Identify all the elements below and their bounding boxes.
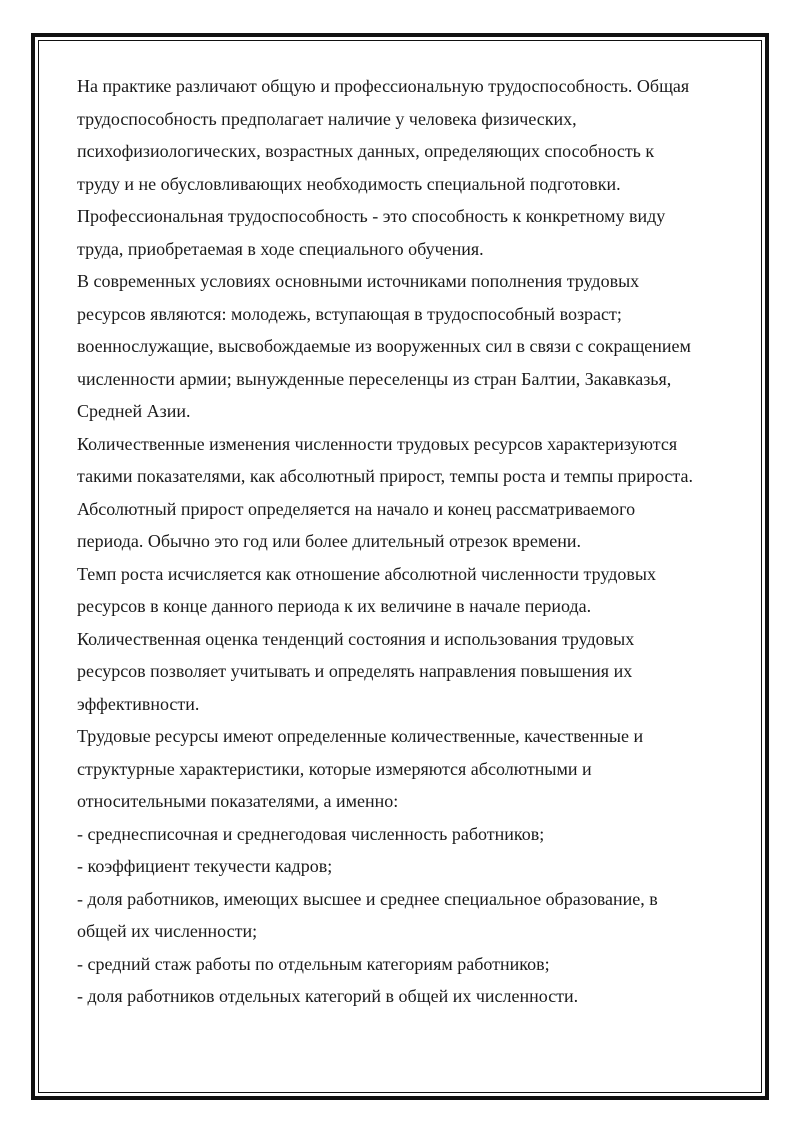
list-item: - коэффициент текучести кадров;	[77, 856, 333, 876]
text-line: численности армии; вынужденные переселенцы из стран Балтии, Закавказья,	[77, 368, 672, 389]
text-line: психофизиологических, возрастных данных, определяющих способность к	[77, 141, 655, 161]
text-line: Абсолютный прирост определяется на начало и конец рассматриваемого	[77, 498, 636, 519]
list-item: - средний стаж работы по отдельным категориям работников;	[77, 953, 550, 974]
list-item: - доля работников, имеющих высшее и среднее специальное образование, в	[77, 888, 658, 909]
text-line: Количественные изменения численности трудовых ресурсов характеризуются	[77, 433, 678, 454]
text-line: труду и не обусловливающих необходимость специальной подготовки.	[77, 173, 621, 194]
text-line: ресурсов являются: молодежь, вступающая в трудоспособный возраст;	[77, 303, 622, 324]
text-line: ресурсов в конце данного периода к их величине в начале периода.	[77, 596, 592, 616]
text-line: эффективности.	[77, 693, 200, 714]
text-line: Темп роста исчисляется как отношение абсолютной численности трудовых	[77, 563, 656, 584]
text-line: Профессиональная трудоспособность - это способность к конкретному виду	[77, 206, 666, 226]
text-line: военнослужащие, высвобождаемые из вооруженных сил в связи с сокращением	[77, 336, 691, 356]
list-item: - доля работников отдельных категорий в общей их численности.	[77, 986, 579, 1006]
text-line: труда, приобретаемая в ходе специального обучения.	[77, 238, 484, 259]
text-line: относительными показателями, а именно:	[77, 791, 399, 811]
text-line: такими показателями, как абсолютный прирост, темпы роста и темпы прироста.	[77, 466, 693, 486]
text-line: трудоспособность предполагает наличие у человека физических,	[77, 108, 577, 129]
text-line: ресурсов позволяет учитывать и определять направления повышения их	[77, 661, 633, 681]
text-line: На практике различают общую и профессиональную трудоспособность. Общая	[77, 76, 690, 96]
text-line: Трудовые ресурсы имеют определенные количественные, качественные и	[77, 726, 644, 746]
text-line: В современных условиях основными источниками пополнения трудовых	[77, 271, 640, 291]
text-line: Средней Азии.	[77, 401, 191, 421]
text-line: Количественная оценка тенденций состояния и использования трудовых	[77, 628, 635, 649]
list-item-continuation: общей их численности;	[77, 921, 258, 941]
list-item: - среднесписочная и среднегодовая численность работников;	[77, 823, 545, 844]
text-line: структурные характеристики, которые измеряются абсолютными и	[77, 758, 592, 779]
text-line: периода. Обычно это год или более длительный отрезок времени.	[77, 531, 581, 551]
document-body	[77, 70, 737, 1013]
